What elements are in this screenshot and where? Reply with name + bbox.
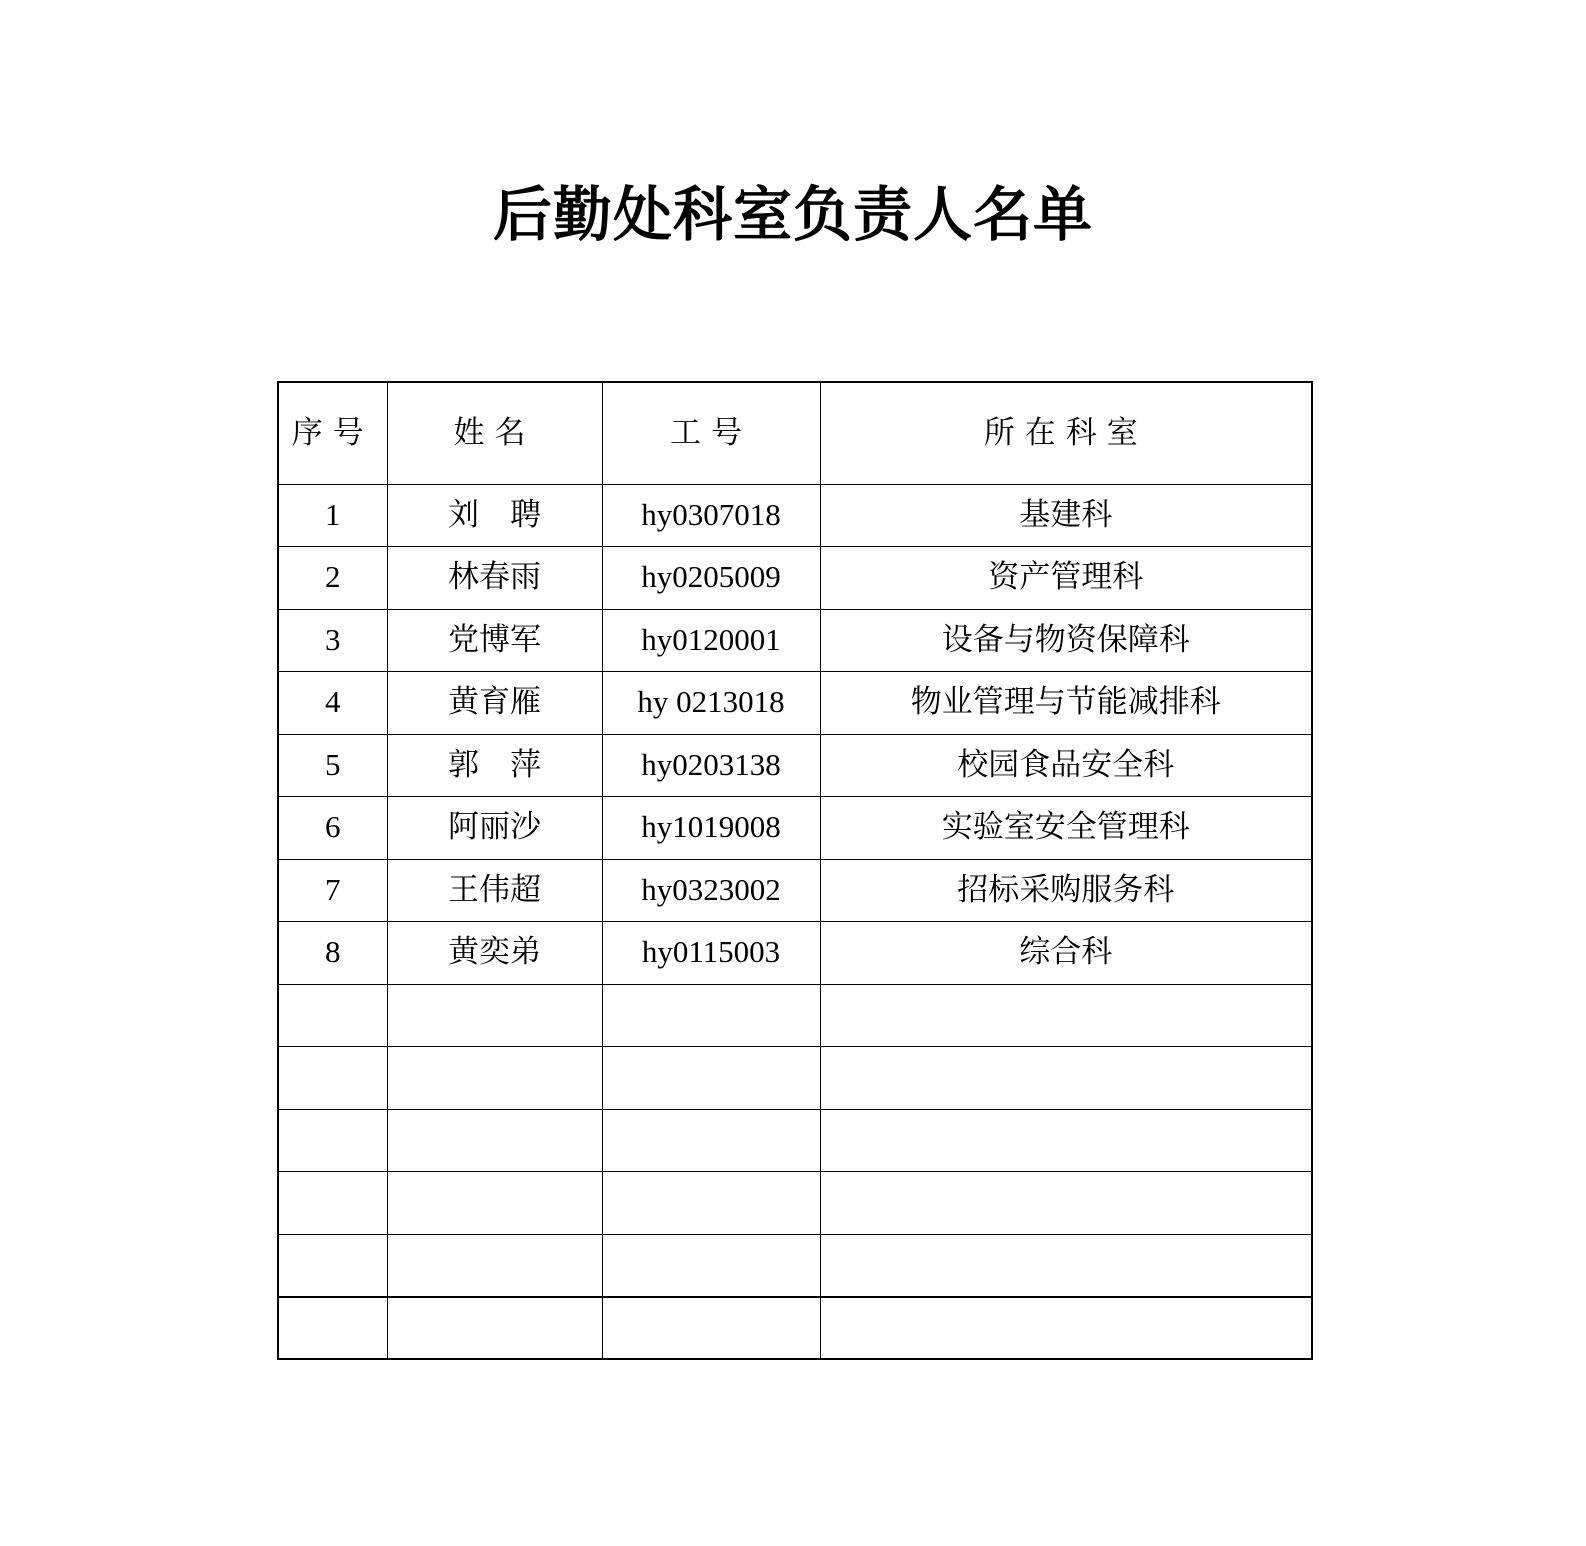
cell-serial: 7 — [278, 859, 387, 922]
table-row — [278, 672, 1312, 735]
cell-department: 综合科 — [820, 922, 1312, 985]
cell-employee-id: hy0203138 — [602, 734, 820, 797]
empty-table-row — [278, 984, 1312, 1047]
empty-cell-name — [387, 1234, 602, 1297]
empty-cell-employee-id — [602, 1172, 820, 1235]
empty-cell-department — [820, 1047, 1312, 1110]
cell-employee-id: hy0205009 — [602, 547, 820, 610]
page-title: 后勤处科室负责人名单 — [492, 182, 1093, 248]
empty-cell-serial — [278, 1234, 387, 1297]
empty-cell-serial — [278, 984, 387, 1047]
table-row — [278, 484, 1312, 547]
cell-serial: 4 — [278, 672, 387, 735]
empty-cell-employee-id — [602, 984, 820, 1047]
cell-department: 资产管理科 — [820, 547, 1312, 610]
column-header-name: 姓名 — [387, 382, 602, 484]
cell-department: 设备与物资保障科 — [820, 609, 1312, 672]
empty-cell-serial — [278, 1109, 387, 1172]
empty-table-row — [278, 1047, 1312, 1110]
cell-serial: 2 — [278, 547, 387, 610]
empty-table-row — [278, 1109, 1312, 1172]
cell-department: 校园食品安全科 — [820, 734, 1312, 797]
empty-cell-employee-id — [602, 1297, 820, 1360]
empty-cell-employee-id — [602, 1047, 820, 1110]
cell-name: 王伟超 — [387, 859, 602, 922]
cell-serial: 3 — [278, 609, 387, 672]
cell-name: 郭 萍 — [387, 734, 602, 797]
cell-employee-id: hy 0213018 — [602, 672, 820, 735]
empty-table-row — [278, 1234, 1312, 1297]
empty-cell-employee-id — [602, 1234, 820, 1297]
table-row — [278, 797, 1312, 860]
empty-table-row — [278, 1172, 1312, 1235]
cell-employee-id: hy1019008 — [602, 797, 820, 860]
table-row — [278, 734, 1312, 797]
cell-name: 党博军 — [387, 609, 602, 672]
header-row — [278, 382, 1312, 484]
cell-name: 林春雨 — [387, 547, 602, 610]
cell-employee-id: hy0307018 — [602, 484, 820, 547]
table-row — [278, 609, 1312, 672]
empty-cell-name — [387, 1172, 602, 1235]
empty-cell-serial — [278, 1172, 387, 1235]
column-header-department: 所在科室 — [820, 382, 1312, 484]
cell-serial: 8 — [278, 922, 387, 985]
table-header — [278, 382, 1312, 484]
empty-cell-name — [387, 1109, 602, 1172]
cell-name: 黄育雁 — [387, 672, 602, 735]
cell-employee-id: hy0120001 — [602, 609, 820, 672]
empty-table-row — [278, 1297, 1312, 1360]
cell-serial: 1 — [278, 484, 387, 547]
cell-name: 阿丽沙 — [387, 797, 602, 860]
empty-cell-name — [387, 1297, 602, 1360]
cell-department: 物业管理与节能减排科 — [820, 672, 1312, 735]
cell-serial: 6 — [278, 797, 387, 860]
table-row — [278, 922, 1312, 985]
empty-cell-department — [820, 1109, 1312, 1172]
cell-name: 刘 聘 — [387, 484, 602, 547]
table-body — [278, 484, 1312, 1359]
cell-department: 招标采购服务科 — [820, 859, 1312, 922]
staff-table — [277, 381, 1313, 1360]
column-header-serial: 序号 — [278, 382, 387, 484]
empty-cell-department — [820, 1234, 1312, 1297]
table-row — [278, 547, 1312, 610]
empty-cell-serial — [278, 1047, 387, 1110]
empty-cell-name — [387, 984, 602, 1047]
cell-employee-id: hy0323002 — [602, 859, 820, 922]
empty-cell-name — [387, 1047, 602, 1110]
cell-employee-id: hy0115003 — [602, 922, 820, 985]
empty-cell-serial — [278, 1297, 387, 1360]
empty-cell-department — [820, 984, 1312, 1047]
cell-name: 黄奕弟 — [387, 922, 602, 985]
cell-department: 实验室安全管理科 — [820, 797, 1312, 860]
column-header-employee-id: 工号 — [602, 382, 820, 484]
cell-department: 基建科 — [820, 484, 1312, 547]
empty-cell-employee-id — [602, 1109, 820, 1172]
cell-serial: 5 — [278, 734, 387, 797]
table-row — [278, 859, 1312, 922]
empty-cell-department — [820, 1172, 1312, 1235]
empty-cell-department — [820, 1297, 1312, 1360]
